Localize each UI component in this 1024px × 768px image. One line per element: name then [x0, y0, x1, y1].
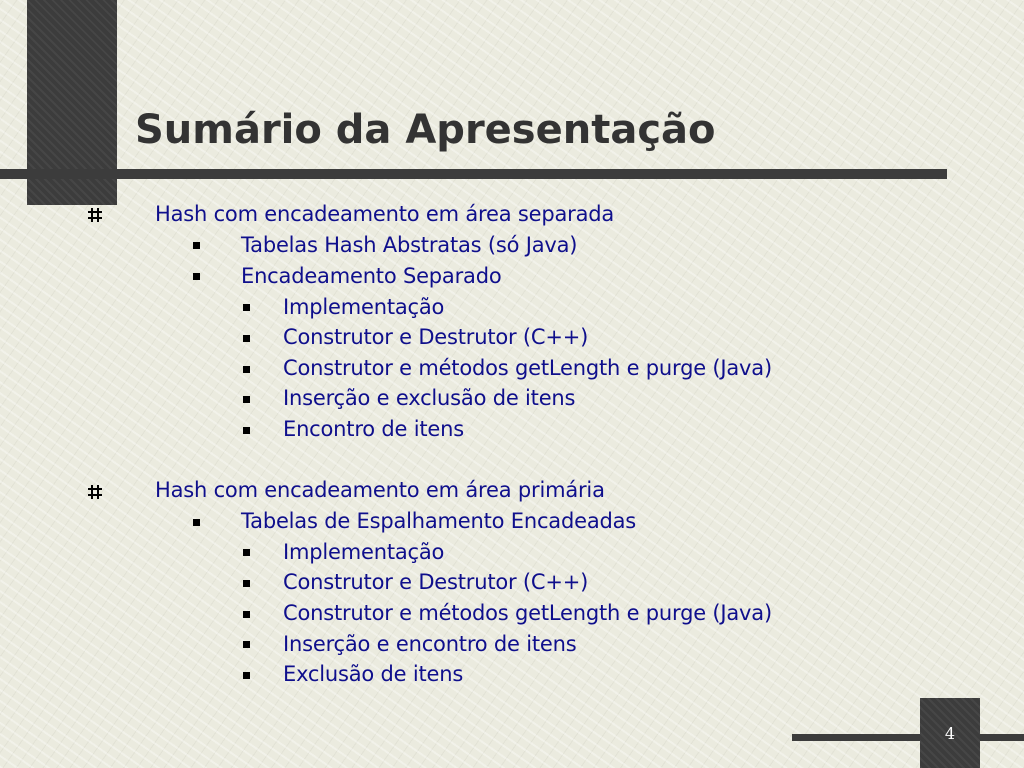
page-number: 4	[944, 724, 956, 743]
square-bullet-icon	[243, 549, 250, 556]
outline-subitem: Construtor e métodos getLength e purge (Java)	[283, 601, 772, 625]
section-heading: Hash com encadeamento em área separada	[155, 202, 615, 226]
square-bullet-icon	[243, 672, 250, 679]
footer-rule	[792, 734, 1024, 741]
square-bullet-icon	[243, 396, 250, 403]
square-bullet-icon	[243, 641, 250, 648]
outline-subitem: Implementação	[283, 540, 445, 564]
hash-bullet-icon	[88, 484, 102, 498]
square-bullet-icon	[193, 273, 200, 280]
title-rule	[0, 169, 947, 179]
square-bullet-icon	[243, 335, 250, 342]
slide-title: Sumário da Apresentação	[135, 107, 716, 153]
section-heading: Hash com encadeamento em área primária	[155, 478, 605, 502]
square-bullet-icon	[243, 427, 250, 434]
square-bullet-icon	[193, 519, 200, 526]
square-bullet-icon	[243, 304, 250, 311]
outline-subitem: Inserção e encontro de itens	[283, 632, 577, 656]
outline-subitem: Inserção e exclusão de itens	[283, 386, 576, 410]
outline-subitem: Construtor e Destrutor (C++)	[283, 325, 589, 349]
outline-subitem: Construtor e Destrutor (C++)	[283, 570, 589, 594]
square-bullet-icon	[243, 580, 250, 587]
outline-item: Tabelas de Espalhamento Encadeadas	[241, 509, 637, 533]
square-bullet-icon	[193, 242, 200, 249]
outline-subitem: Encontro de itens	[283, 417, 464, 441]
outline-subitem: Construtor e métodos getLength e purge (Java)	[283, 356, 772, 380]
hash-bullet-icon	[88, 207, 102, 221]
square-bullet-icon	[243, 611, 250, 618]
outline-item: Encadeamento Separado	[241, 264, 502, 288]
square-bullet-icon	[243, 366, 250, 373]
outline-subitem: Exclusão de itens	[283, 662, 464, 686]
outline-subitem: Implementação	[283, 295, 445, 319]
outline-item: Tabelas Hash Abstratas (só Java)	[241, 233, 578, 257]
